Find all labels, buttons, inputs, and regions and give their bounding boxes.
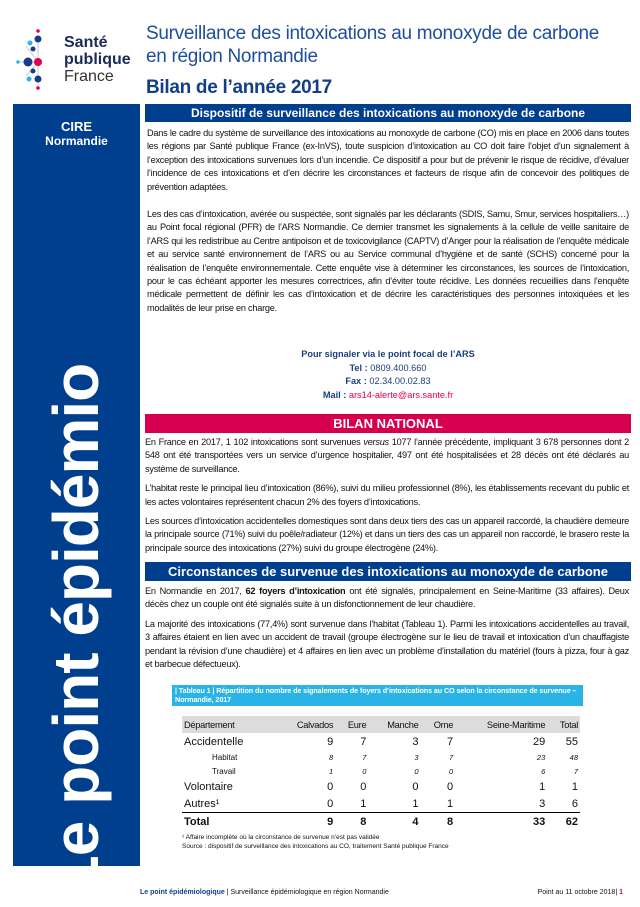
table-cell: 29 bbox=[533, 735, 546, 748]
title-line1: Surveillance des intoxications au monoxyde de carbone bbox=[146, 23, 600, 44]
table-cell: 3 bbox=[539, 797, 546, 810]
row-label: Autres¹ bbox=[184, 797, 220, 810]
footer-left bbox=[140, 889, 389, 896]
row-label: Habitat bbox=[212, 752, 238, 762]
table-cell: 0 bbox=[447, 780, 454, 793]
section1-body bbox=[147, 127, 629, 321]
sante-publique-france-logo-icon bbox=[14, 28, 62, 90]
text: ont été signalés, principalement en Seine-Maritime (33 affaires). Deux décès chez un couple ont été signalés suite à un disfonctionnement de leur chaudière. bbox=[145, 586, 629, 610]
table-row bbox=[182, 778, 580, 795]
logo-text bbox=[64, 34, 131, 85]
text-strong: 62 foyers d’intoxication bbox=[245, 586, 346, 596]
footer-separator: | bbox=[224, 889, 231, 896]
table-row bbox=[182, 764, 580, 778]
section3-body bbox=[145, 585, 629, 677]
table-row bbox=[182, 750, 580, 764]
column-header: Calvados bbox=[276, 716, 336, 733]
row-label: Travail bbox=[212, 766, 236, 776]
table-cell: 7 bbox=[573, 766, 578, 776]
table-cell: 62 bbox=[547, 813, 580, 831]
table-cell: 48 bbox=[569, 752, 578, 762]
table-header-row bbox=[182, 716, 580, 733]
logo-line2: publique bbox=[64, 51, 131, 68]
page-subtitle: Bilan de l’année 2017 bbox=[146, 77, 332, 98]
footer-description: Surveillance épidémiologique en région Normandie bbox=[230, 889, 389, 896]
table-cell: 1 bbox=[539, 780, 546, 793]
text: En Normandie en 2017, bbox=[145, 586, 246, 596]
section-heading-dispositif: Dispositif de surveillance des intoxications au monoxyde de carbone bbox=[145, 104, 631, 122]
logo-line3: France bbox=[64, 68, 114, 85]
section-heading-bilan-national: BILAN NATIONAL bbox=[145, 414, 631, 433]
paragraph: La majorité des intoxications (77,4%) sont survenue dans l’habitat (Tableau 1). Parmi les intoxications accidentelles au travail, 3 affaires étaient en lien avec un accident de travail (groupe électrogène sur le lieu de travail et intoxication d’un chauffagiste pendant la révision d’une chaudière) et 4 affaires en lien avec un problème d’installation du matériel (fours à pizza, four à gaz et barbecue défectueux). bbox=[145, 618, 629, 670]
table-cell: 7 bbox=[360, 735, 367, 748]
table-cell: 0 bbox=[327, 797, 334, 810]
table-row bbox=[182, 813, 580, 831]
tel-value: 0809.400.660 bbox=[370, 362, 427, 373]
table-cell: 4 bbox=[368, 813, 420, 831]
table-source: Source : dispositif de surveillance des intoxications au CO, traitement Santé publique France bbox=[182, 843, 449, 850]
table-notes bbox=[182, 833, 449, 851]
table-row bbox=[182, 733, 580, 750]
table-row bbox=[182, 795, 580, 813]
section-heading-circonstances: Circonstances de survenue des intoxications au monoxyde de carbone bbox=[145, 562, 631, 581]
logo-line1: Santé bbox=[64, 34, 108, 51]
table-cell: 1 bbox=[329, 766, 334, 776]
table-cell: 3 bbox=[412, 735, 419, 748]
mail-label: Mail : bbox=[322, 389, 347, 400]
table-cell: 0 bbox=[362, 766, 367, 776]
table-cell: 7 bbox=[447, 735, 454, 748]
mail-link[interactable]: ars14-alerte@ars.sante.fr bbox=[348, 389, 454, 400]
tel-label: Tel : bbox=[349, 362, 368, 373]
table-cell: 7 bbox=[362, 752, 367, 762]
row-label: Accidentelle bbox=[184, 735, 244, 748]
paragraph: Les des cas d’intoxication, avérée ou suspectée, sont signalés par les déclarants (SDIS, Samu, Smur, services hospitaliers…) au Point focal régional (PFR) de l’ARS Normandie. Ce dernier transmet les signalements à la cellule de veille sanitaire de l’ARS qui les redistribue au Centre antipoison et de toxicovigilance (CAPTV) d’Anger pour la réalisation de l’enquête médicale et au service santé environnement de l’ARS ou au Service communal d’hygiène et de santé (SCHS) concerné pour la réalisation de l’enquête environnementale. Cette enquête vise à déterminer les circonstances, les sources de l’intoxication, pour le cas échéant apporter les mesures correctrices, afin d’éviter toute récidive. Les données recueillies dans l’enquête médicale permettent de définir les cas d’intoxication et de décrire les caractéristiques des personnes intoxiquées et les modalités de leur prise en charge. bbox=[147, 209, 629, 313]
table-cell: 6 bbox=[541, 766, 546, 776]
column-header: Eure bbox=[335, 716, 368, 733]
table-cell: 9 bbox=[276, 813, 336, 831]
column-header: Département bbox=[182, 716, 276, 733]
table-caption: | Tableau 1 | Répartition du nombre de signalements de foyers d’intoxications au CO selon la circonstance de survenue – Normandie, 2017 bbox=[172, 685, 583, 706]
fax-value: 02.34.00.02.83 bbox=[369, 376, 431, 386]
table-cell: 9 bbox=[327, 735, 334, 748]
table-cell: 1 bbox=[360, 797, 367, 810]
sidebar-org-line1: CIRE bbox=[60, 119, 93, 134]
text: En France en 2017, 1 102 intoxications sont survenues bbox=[145, 437, 364, 447]
table-cell: 8 bbox=[329, 752, 334, 762]
table-cell: 8 bbox=[335, 813, 368, 831]
table-cell: 6 bbox=[571, 797, 578, 810]
text: 1077 l’année précédente, impliquant 3 678 personnes dont 2 548 ont été transportées vers un service d’urgence hospitalier, 497 ont été hospitalisées et 28 décès ont été déclarés au système de surveillance. bbox=[145, 437, 629, 474]
text-emphasis: versus bbox=[363, 437, 389, 447]
sidebar bbox=[13, 104, 140, 895]
table-cell: 7 bbox=[448, 752, 454, 762]
table-wrapper bbox=[182, 716, 580, 830]
table-cell: 55 bbox=[565, 735, 578, 748]
table-cell: 1 bbox=[412, 797, 419, 810]
page-title bbox=[146, 22, 599, 68]
contact-block bbox=[145, 348, 631, 402]
fax-label: Fax : bbox=[345, 376, 367, 386]
column-header: Seine-Maritime bbox=[455, 716, 547, 733]
table-cell: 23 bbox=[536, 752, 546, 762]
column-header: Manche bbox=[368, 716, 420, 733]
row-label: Volontaire bbox=[184, 780, 233, 793]
paragraph: L’habitat reste le principal lieu d’intoxication (86%), suivi du milieu professionnel (8%), les établissements recevant du public et les actes volontaires représentent chacun 2% des foyers d’intoxications. bbox=[145, 483, 629, 507]
table-cell: 0 bbox=[414, 766, 419, 776]
section2-body bbox=[145, 436, 629, 561]
footer-right bbox=[538, 889, 623, 896]
table-cell: 0 bbox=[412, 780, 419, 793]
page-number: 1 bbox=[619, 889, 623, 896]
title-line2: en région Normandie bbox=[146, 46, 318, 67]
table-footnote: ¹ Affaire incomplète où la circonstance de survenue n’est pas validée bbox=[182, 834, 380, 841]
row-label: Total bbox=[182, 813, 276, 831]
paragraph: Les sources d’intoxication accidentelles domestiques sont dans deux tiers des cas un appareil raccordé, la chaudière demeure la principale source (71%) suivi du poêle/radiateur (12%) et dans un tiers des cas un appareil non raccordé, le brasero reste la principale source des intoxications (27%) suivi du groupe électrogène (24%). bbox=[145, 516, 629, 553]
footer-date: Point au 11 octobre 2018| bbox=[537, 889, 618, 896]
table-cell: 8 bbox=[420, 813, 455, 831]
table-cell: 0 bbox=[327, 780, 334, 793]
footer-publication: Le point épidémiologique bbox=[140, 889, 225, 896]
table-cell: 3 bbox=[414, 752, 419, 762]
column-header: Orne bbox=[420, 716, 455, 733]
paragraph bbox=[145, 585, 629, 612]
contact-heading: Pour signaler via le point focal de l’ARS bbox=[301, 349, 475, 359]
column-header: Total bbox=[547, 716, 580, 733]
table-cell: 33 bbox=[455, 813, 547, 831]
table-cell: 1 bbox=[571, 780, 578, 793]
table-cell: 1 bbox=[447, 797, 454, 810]
sidebar-vertical-title: Le point épidémio bbox=[40, 363, 112, 895]
data-table bbox=[182, 716, 580, 830]
paragraph bbox=[145, 436, 629, 476]
table-cell: 0 bbox=[448, 766, 454, 776]
sidebar-org-line2: Normandie bbox=[45, 134, 108, 148]
paragraph: Dans le cadre du système de surveillance des intoxications au monoxyde de carbone (CO) mis en place en 2006 dans toutes les régions par Santé publique France (ex-InVS), toute suspicion d’intoxication au CO doit faire l’objet d’un signalement à l’exception des intoxications survenues lors d’un incendie. Ce dispositif a pour but de prévenir le risque de récidive, d’évaluer l’incidence de ces intoxications et d’en décrire les circonstances et facteurs de risque afin de concevoir des politiques de prévention adaptées. bbox=[147, 128, 629, 192]
table-cell: 0 bbox=[360, 780, 367, 793]
